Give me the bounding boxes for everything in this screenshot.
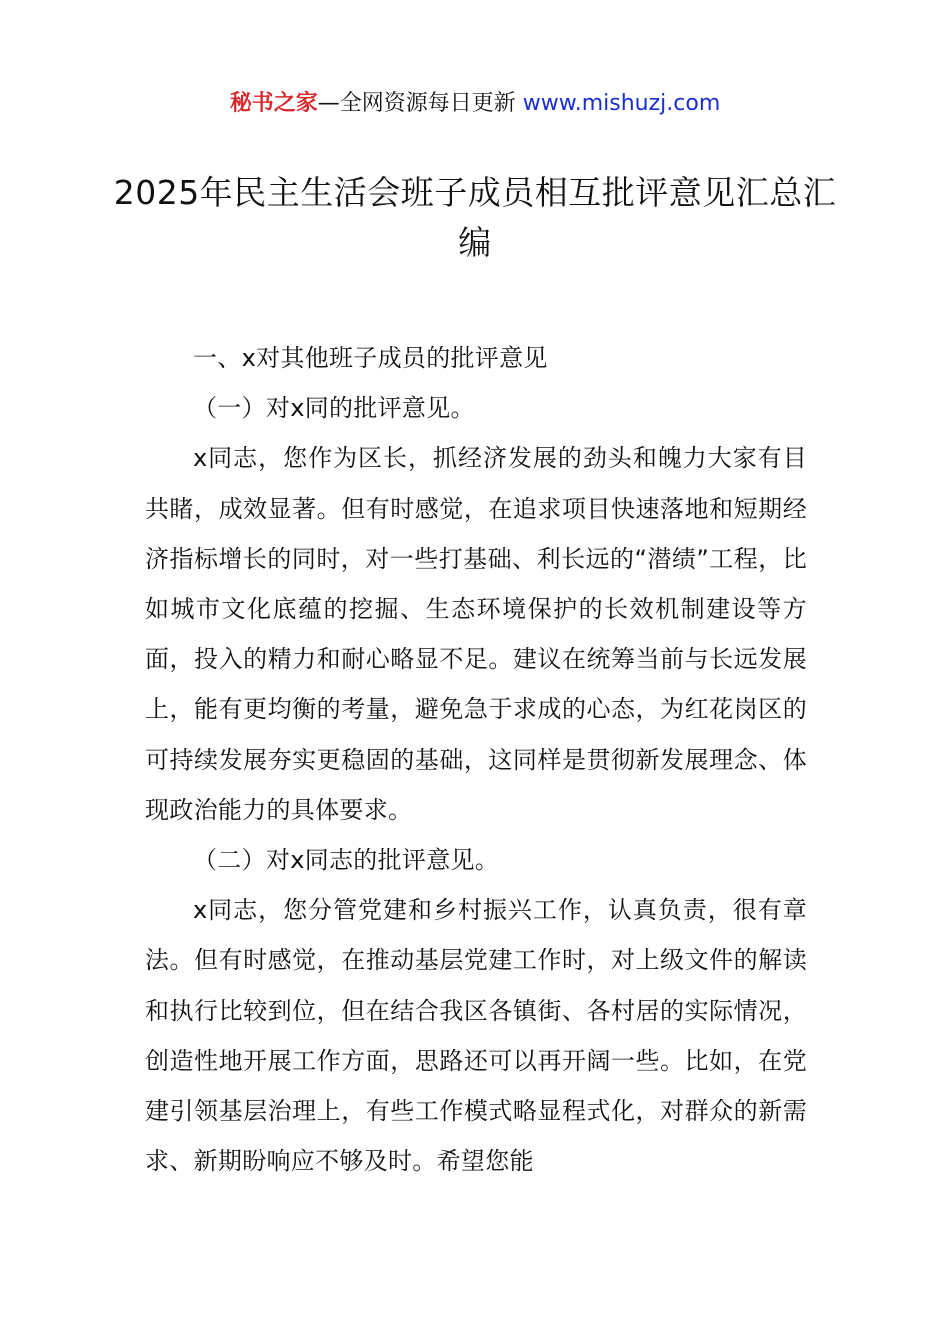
site-header bbox=[0, 88, 950, 120]
site-url-link[interactable]: www.mishuzj.com bbox=[522, 91, 721, 116]
body-paragraph: x同志，您分管党建和乡村振兴工作，认真负责，很有章法。但有时感觉，在推动基层党建工作时，对上级文件的解读和执行比较到位，但在结合我区各镇街、各村居的实际情况，创造性地开展工作方面，思路还可以再开阔一些。比如，在党建引领基层治理上，有些工作模式略显程式化，对群众的新需求、新期盼响应不够及时。希望您能 bbox=[145, 896, 807, 1176]
subsection-heading: （二）对x同志的批评意见。 bbox=[193, 846, 500, 875]
subsection-heading: （一）对x同的批评意见。 bbox=[193, 394, 475, 423]
document-body bbox=[145, 333, 807, 1186]
section-heading: 一、x对其他班子成员的批评意见 bbox=[193, 344, 548, 372]
brand-name: 秘书之家 bbox=[229, 91, 318, 116]
header-tagline: —全网资源每日更新 bbox=[317, 91, 516, 116]
body-paragraph: x同志，您作为区长，抓经济发展的劲头和魄力大家有目共睹，成效显著。但有时感觉，在追求项目快速落地和短期经济指标增长的同时，对一些打基础、利长远的“潜绩”工程，比如城市文化底蕴的挖掘、生态环境保护的长效机制建设等方面，投入的精力和耐心略显不足。建议在统筹当前与长远发展上，能有更均衡的考量，避免急于求成的心态，为红花岗区的可持续发展夯实更稳固的基础，这同样是贯彻新发展理念、体现政治能力的具体要求。 bbox=[145, 444, 807, 824]
document-title: 2025年民主生活会班子成员相互批评意见汇总汇编 bbox=[113, 173, 837, 262]
